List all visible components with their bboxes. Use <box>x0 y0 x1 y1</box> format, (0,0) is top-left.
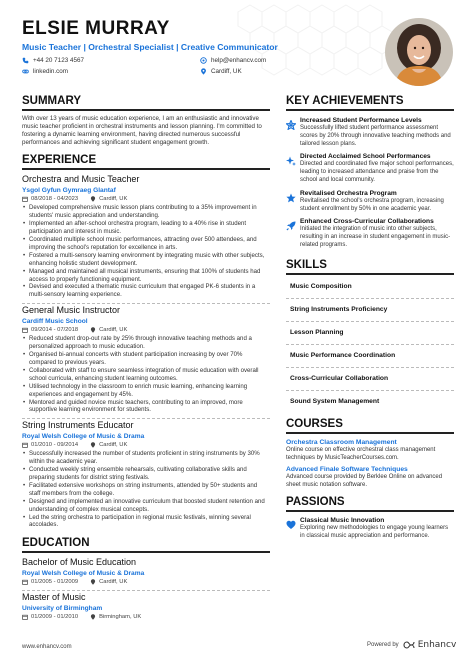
bullet-item: • Facilitated extensive workshops on string instruments, attended by 50+ students and staff members from the college. <box>22 482 270 498</box>
left-column <box>22 94 270 621</box>
section-divider <box>286 432 454 434</box>
education-section <box>22 536 270 621</box>
section-divider <box>286 510 454 512</box>
rocket-icon <box>286 217 300 249</box>
bullet-item: • Fostered a multi-sensory learning environment by integrating music with other subjects, enhancing holistic student development. <box>22 252 270 268</box>
passion-title: Classical Music Innovation <box>300 516 385 524</box>
skills-section <box>286 258 454 413</box>
achievement-item <box>286 116 454 148</box>
skill-item: Cross-Curricular Collaboration <box>286 371 454 391</box>
location-pin-icon <box>90 327 96 333</box>
job-dates: 08/2018 - 04/2023 <box>22 195 78 203</box>
experience-item <box>22 420 270 529</box>
achievement-item <box>286 217 454 249</box>
skill-item: String Instruments Proficiency <box>286 302 454 322</box>
section-divider <box>22 168 270 170</box>
bullet-item: • Organised bi-annual concerts with student participation increasing by over 70% compared to previous years. <box>22 351 270 367</box>
summary-section <box>22 94 270 147</box>
skill-item: Music Performance Coordination <box>286 348 454 368</box>
section-divider <box>286 109 454 111</box>
linkedin-text[interactable]: linkedin.com <box>33 67 68 75</box>
section-title-summary: SUMMARY <box>22 95 81 107</box>
location-pin-icon <box>90 196 96 202</box>
section-divider <box>22 109 270 111</box>
achievement-title: Directed Acclaimed School Performances <box>300 153 431 161</box>
job-bullets <box>22 450 270 529</box>
link-icon <box>22 68 29 75</box>
contact-info <box>22 55 392 76</box>
right-column <box>286 94 454 545</box>
profile-photo <box>385 18 453 86</box>
achievement-title: Revitalised Orchestra Program <box>300 189 397 197</box>
section-title-skills: SKILLS <box>286 258 327 271</box>
skill-item: Sound System Management <box>290 397 380 405</box>
achievement-item <box>286 152 454 184</box>
bullet-item: • Coordinated multiple school music performances, attracting over 500 attendees, and improving the school's reputation for excellence in arts. <box>22 236 270 252</box>
skill-item: Music Composition <box>286 279 454 299</box>
email-text[interactable]: help@enhancv.com <box>211 56 267 64</box>
achievement-description: Successfully lifted student performance assessment scores by 20% through innovative teaching methods and tailored lesson plans. <box>300 125 451 147</box>
achievement-title: Increased Student Performance Levels <box>300 117 422 124</box>
job-location: Cardiff, UK <box>90 195 127 203</box>
star-outline-icon <box>286 116 300 148</box>
job-bullets <box>22 335 270 414</box>
location-pin-icon <box>90 579 96 585</box>
job-meta <box>22 326 270 334</box>
course-description: Advanced course provided by Berklee Online on advanced sheet music notation software. <box>286 474 443 489</box>
contact-email[interactable] <box>200 55 380 65</box>
calendar-icon <box>22 442 28 448</box>
phone-text: +44 20 7123 4567 <box>33 56 84 64</box>
item-divider <box>22 418 270 419</box>
job-dates: 09/2014 - 07/2018 <box>22 326 78 334</box>
company-name: Cardiff Music School <box>22 318 88 326</box>
job-meta <box>22 195 270 203</box>
bullet-item: • Implemented an after-school orchestra program, leading to a 40% rise in student participation and interest in music. <box>22 220 270 236</box>
education-location: Cardiff, UK <box>90 578 127 586</box>
item-divider <box>22 590 270 591</box>
job-bullets <box>22 204 270 299</box>
item-divider <box>22 303 270 304</box>
experience-section <box>22 153 270 529</box>
job-location: Cardiff, UK <box>90 441 127 449</box>
job-title: General Music Instructor <box>22 305 121 316</box>
school-name: University of Birmingham <box>22 605 103 613</box>
section-title-education: EDUCATION <box>22 537 90 550</box>
bullet-item: • Devised and executed a thematic music curriculum that engaged PK-6 students in a multi-sensory learning experience. <box>22 283 270 299</box>
section-title-experience: EXPERIENCE <box>22 154 97 167</box>
bullet-item: • Led the string orchestra to participation in regional music festivals, winning several accolades. <box>22 514 270 530</box>
achievement-description: Initiated the integration of music into other subjects, resulting in an increase in student engagement in music-related programs. <box>300 226 451 248</box>
achievement-title: Enhanced Cross-Curricular Collaborations <box>300 218 434 226</box>
job-dates: 01/2010 - 09/2014 <box>22 441 78 449</box>
section-title-passions: PASSIONS <box>286 495 345 508</box>
passion-description: Exploring new methodologies to engage young learners in classical music appreciation and performance. <box>300 524 449 539</box>
location-pin-icon <box>200 68 207 75</box>
footer-branding <box>367 640 456 650</box>
education-meta <box>22 613 270 621</box>
achievement-description: Revitalised the school's orchestra program, increasing student enrollment by 50% in one academic year. <box>300 197 444 212</box>
course-title: Advanced Finale Software Techniques <box>286 466 408 474</box>
footer-website[interactable]: www.enhancv.com <box>22 644 72 650</box>
achievements-section <box>286 94 454 250</box>
contact-linkedin[interactable] <box>22 66 200 76</box>
job-location: Cardiff, UK <box>90 326 127 334</box>
company-name: Ysgol Gyfun Gymraeg Glantaf <box>22 187 116 195</box>
phone-icon <box>22 57 29 64</box>
resume-header <box>22 18 392 76</box>
bullet-item: • Utilised technology in the classroom to enrich music learning, enhancing learning experiences and engagement by 45%. <box>22 383 270 399</box>
achievement-item <box>286 189 454 214</box>
calendar-icon <box>22 579 28 585</box>
course-title: Orchestra Classroom Management <box>286 438 397 446</box>
brand-name: Enhancv <box>417 640 457 650</box>
degree-title: Bachelor of Music Education <box>22 557 137 568</box>
bullet-item: • Reduced student drop-out rate by 25% through innovative teaching methods and a personalized approach to music education. <box>22 335 270 351</box>
section-divider <box>286 273 454 275</box>
education-meta <box>22 578 270 586</box>
bullet-item: • Conducted weekly string ensemble rehearsals, cultivating collaborative skills and preparing students for district string festivals. <box>22 466 270 482</box>
contact-phone <box>22 55 200 65</box>
location-text: Cardiff, UK <box>211 67 242 75</box>
passion-item <box>286 516 454 541</box>
calendar-icon <box>22 196 28 202</box>
bullet-item: • Developed comprehensive music lesson plans contributing to a 35% improvement in students' music appreciation and understanding. <box>22 204 270 220</box>
achievement-description: Directed and coordinated five major school performances, leading to increased attendance and praise from the school and local community. <box>300 161 454 183</box>
skills-list <box>286 279 454 413</box>
bullet-item: • Designed and implemented an innovative curriculum that boosted student retention and understanding of complex musical concepts. <box>22 498 270 514</box>
job-title: Orchestra and Music Teacher <box>22 174 140 185</box>
calendar-icon <box>22 327 28 333</box>
course-item <box>286 465 454 490</box>
summary-text: With over 13 years of music education experience, I am an enthusiastic and innovative music teacher proficient in orchestral instruments and lesson planning. I'm committed to fostering a dynamic learning environment, having directed numerous successful performances and achieving significant student engagement growth. <box>22 115 262 147</box>
bullet-item: • Mentored and guided novice music teachers, contributing to an improved, more supportive learning environment for students. <box>22 399 270 415</box>
education-dates: 01/2005 - 01/2009 <box>22 578 78 586</box>
star-icon <box>286 189 300 214</box>
bullet-item: • Managed and maintained all musical instruments, ensuring that 100% of students had access to properly functioning equipment. <box>22 268 270 284</box>
education-item <box>22 592 270 621</box>
section-title-achievements: KEY ACHIEVEMENTS <box>286 95 404 107</box>
bullet-item: • Collaborated with staff to ensure seamless integration of music education with overall school curricula, enhancing student learning outcomes. <box>22 367 270 383</box>
education-item <box>22 557 270 586</box>
powered-by-text: Powered by <box>367 642 399 648</box>
degree-title: Master of Music <box>22 592 86 603</box>
school-name: Royal Welsh College of Music & Drama <box>22 570 145 578</box>
heart-icon <box>286 516 300 541</box>
experience-item <box>22 305 270 414</box>
courses-section <box>286 417 454 490</box>
job-meta <box>22 441 270 449</box>
section-title-courses: COURSES <box>286 417 343 430</box>
candidate-name: ELSIE MURRAY <box>22 18 170 39</box>
section-divider <box>22 551 270 553</box>
company-name: Royal Welsh College of Music & Drama <box>22 433 145 441</box>
education-location: Birmingham, UK <box>90 613 141 621</box>
candidate-headline: Music Teacher | Orchestral Specialist | Creative Communicator <box>22 42 278 52</box>
contact-location <box>200 66 380 76</box>
experience-item <box>22 174 270 299</box>
job-title: String Instruments Educator <box>22 420 134 431</box>
location-pin-icon <box>90 442 96 448</box>
course-item <box>286 438 454 463</box>
course-description: Online course on effective orchestral class management techniques by MusicTeacherCourses.com. <box>286 446 436 461</box>
at-icon <box>200 57 207 64</box>
enhancv-logo-icon <box>403 641 415 649</box>
bullet-item: • Successfully increased the number of students proficient in string instruments by 30% within the academic year. <box>22 450 270 466</box>
skill-item: Lesson Planning <box>286 325 454 345</box>
calendar-icon <box>22 614 28 620</box>
location-pin-icon <box>90 614 96 620</box>
sparkle-icon <box>286 152 300 184</box>
passions-section <box>286 495 454 541</box>
education-dates: 01/2009 - 01/2010 <box>22 613 78 621</box>
